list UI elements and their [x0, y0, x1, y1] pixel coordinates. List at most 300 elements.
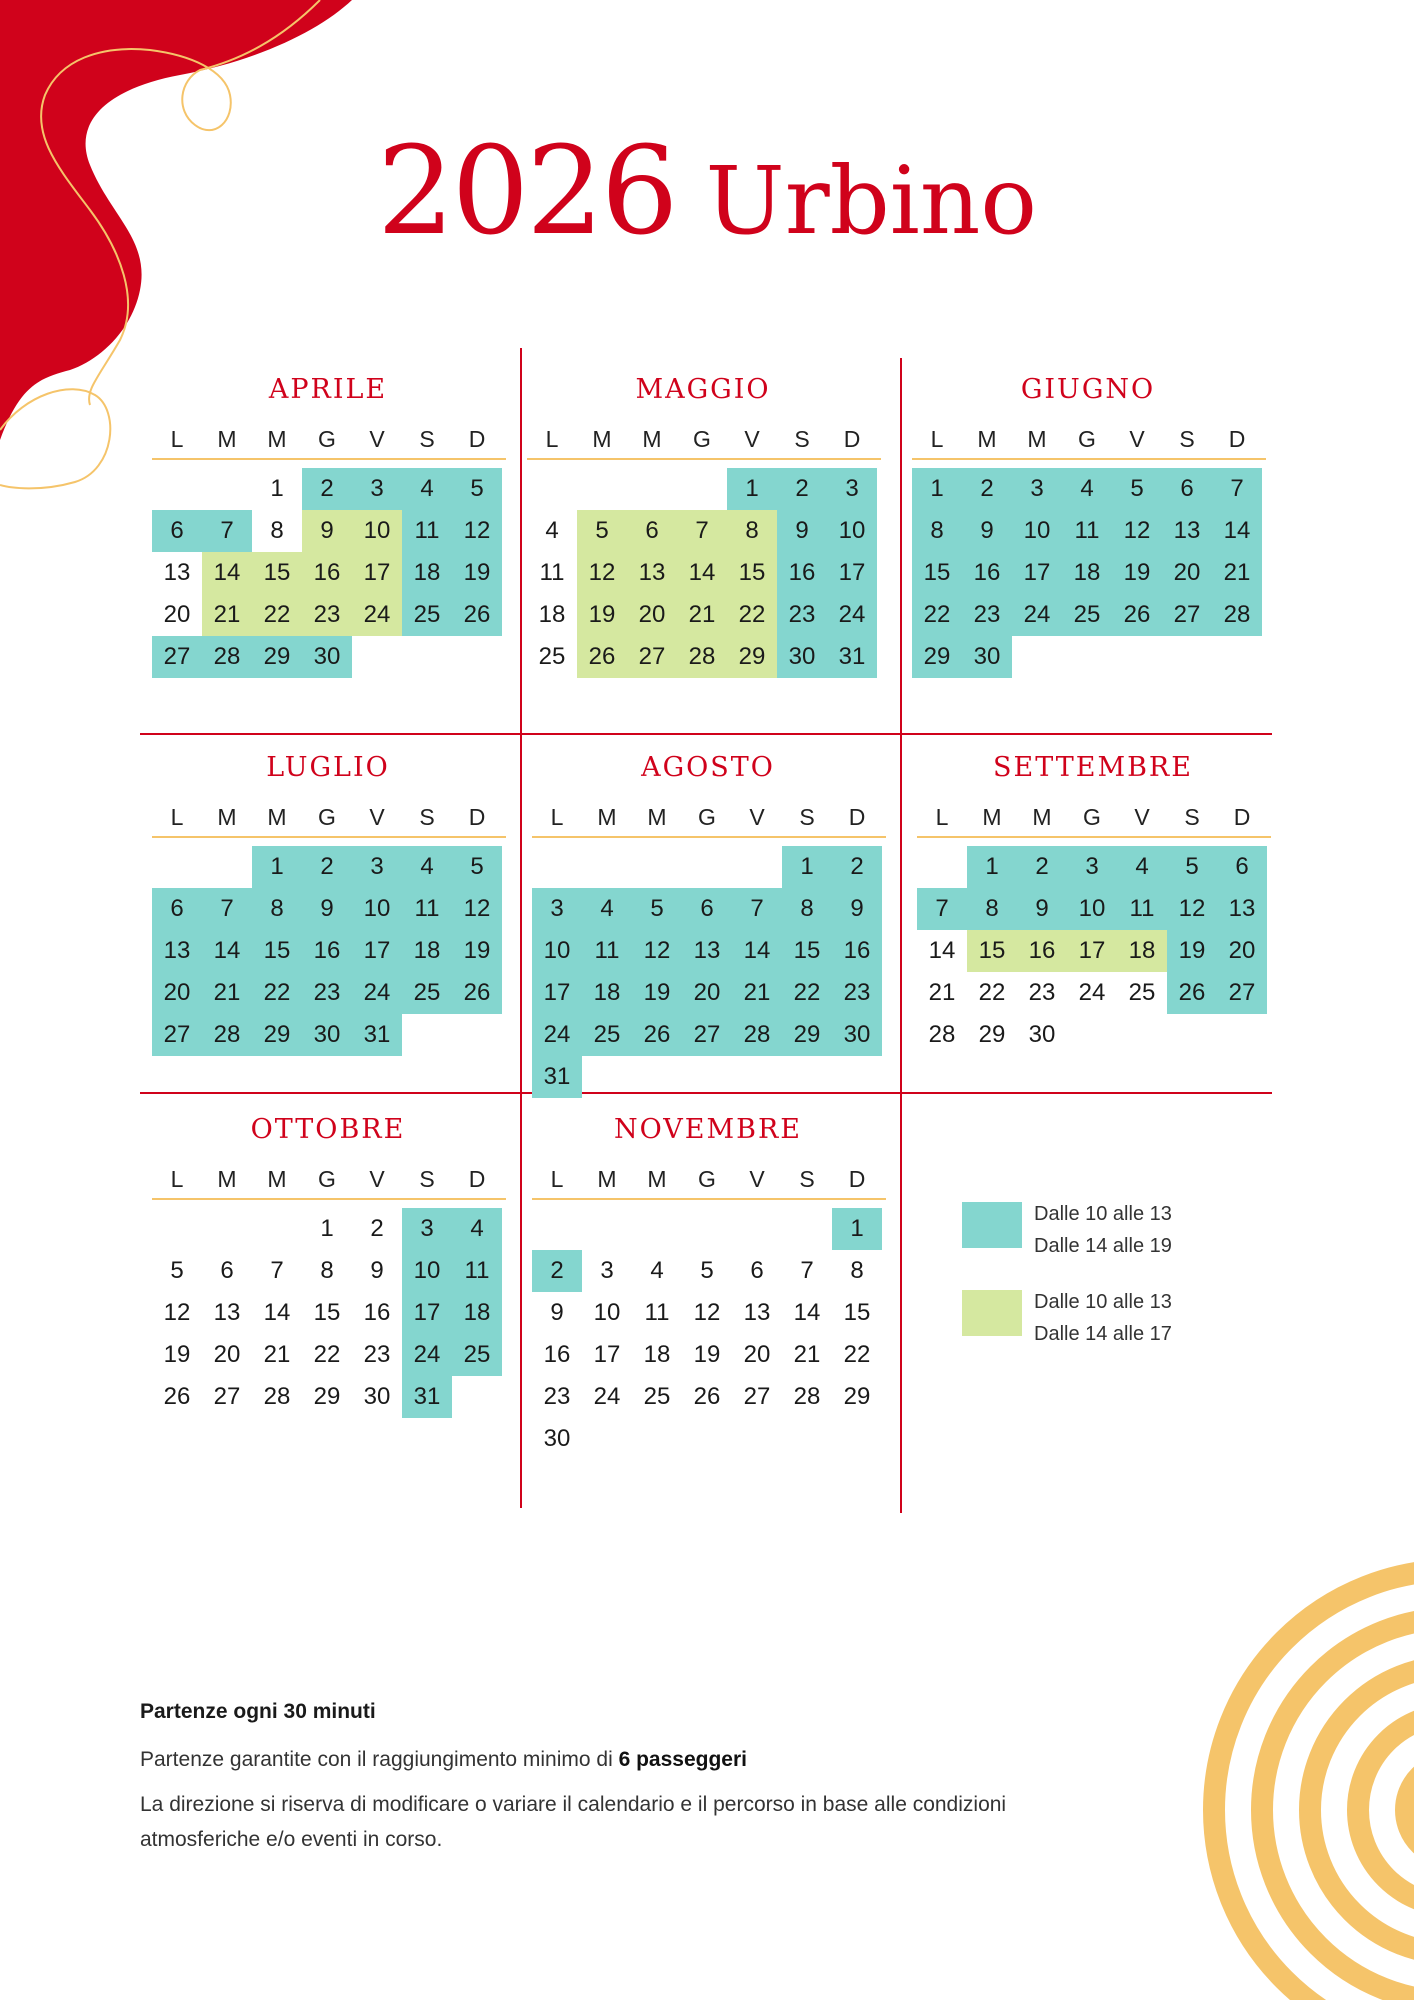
weekday-label: L [170, 1166, 184, 1192]
day-cell: 4 [1117, 846, 1167, 888]
month-name: OTTOBRE [250, 1114, 406, 1145]
day-cell: 6 [750, 1257, 764, 1284]
day-cell: 26 [452, 594, 502, 636]
day-cell: 5 [700, 1257, 714, 1284]
day-cell: 20 [627, 594, 677, 636]
weekday-label: S [1184, 804, 1200, 830]
weekday-label: D [468, 804, 486, 830]
weekday-label: D [468, 426, 486, 452]
day-cell: 22 [313, 1341, 341, 1368]
day-cell: 31 [402, 1376, 452, 1418]
day-cell: 15 [252, 552, 302, 594]
day-cell: 16 [962, 552, 1012, 594]
day-cell: 12 [452, 888, 502, 930]
day-cell: 8 [782, 888, 832, 930]
legend [962, 1198, 1262, 1374]
weekday-header [917, 798, 1271, 838]
weekday-label: S [419, 804, 435, 830]
day-cell: 22 [727, 594, 777, 636]
empty-cell [527, 468, 577, 510]
day-cell: 8 [967, 888, 1017, 930]
day-cell: 30 [1028, 1021, 1056, 1048]
day-cell: 6 [220, 1257, 234, 1284]
day-cell: 8 [320, 1257, 334, 1284]
day-cell: 16 [302, 930, 352, 972]
empty-cell [682, 1208, 732, 1250]
day-cell: 5 [632, 888, 682, 930]
day-cell: 28 [263, 1383, 291, 1410]
day-cell: 11 [582, 930, 632, 972]
weekday-label: D [843, 426, 861, 452]
day-cell: 12 [632, 930, 682, 972]
day-cell: 10 [593, 1299, 621, 1326]
empty-cell [677, 468, 727, 510]
day-cell: 5 [1167, 846, 1217, 888]
day-cell: 19 [693, 1341, 721, 1368]
day-cell: 7 [677, 510, 727, 552]
month-maggio [527, 370, 879, 678]
day-cell: 22 [782, 972, 832, 1014]
empty-cell [152, 1208, 202, 1250]
weekday-label: V [749, 1166, 765, 1192]
day-cell: 23 [302, 594, 352, 636]
month-agosto [532, 748, 884, 1098]
divider-vertical-2 [900, 358, 902, 1513]
title-city: Urbino [705, 147, 1037, 256]
day-cell: 11 [539, 559, 565, 586]
day-cell: 16 [1017, 930, 1067, 972]
day-cell: 9 [370, 1257, 384, 1284]
day-cell: 22 [978, 979, 1006, 1006]
day-cell: 3 [1012, 468, 1062, 510]
day-cell: 28 [732, 1014, 782, 1056]
legend-item-green [962, 1286, 1262, 1350]
day-cell: 5 [170, 1257, 184, 1284]
divider-vertical-1 [520, 348, 522, 1508]
month-name: SETTEMBRE [993, 752, 1193, 783]
day-cell: 28 [1212, 594, 1262, 636]
weekday-label: L [550, 804, 564, 830]
weekday-label: D [1233, 804, 1251, 830]
day-grid [532, 846, 884, 1098]
legend-swatch-green [962, 1290, 1022, 1336]
legend-green-line1: Dalle 10 alle 13 [1034, 1291, 1172, 1313]
day-cell: 2 [302, 846, 352, 888]
month-name: APRILE [268, 374, 388, 405]
weekday-label: G [318, 804, 336, 830]
day-cell: 3 [600, 1257, 614, 1284]
day-cell: 9 [777, 510, 827, 552]
day-cell: 9 [962, 510, 1012, 552]
day-grid [152, 468, 504, 678]
day-cell: 17 [1012, 552, 1062, 594]
weekday-label: M [642, 426, 662, 452]
day-cell: 13 [152, 930, 202, 972]
day-cell: 20 [213, 1341, 241, 1368]
day-cell: 24 [593, 1383, 621, 1410]
day-cell: 19 [452, 552, 502, 594]
day-cell: 21 [677, 594, 727, 636]
day-grid [917, 846, 1269, 1056]
day-cell: 30 [302, 1014, 352, 1056]
day-cell: 9 [302, 510, 352, 552]
weekday-label: V [749, 804, 765, 830]
day-cell: 23 [832, 972, 882, 1014]
day-cell: 22 [252, 972, 302, 1014]
day-cell: 15 [782, 930, 832, 972]
day-cell: 7 [732, 888, 782, 930]
day-cell: 6 [1162, 468, 1212, 510]
day-cell: 13 [627, 552, 677, 594]
day-cell: 19 [1167, 930, 1217, 972]
weekday-label: V [369, 804, 385, 830]
day-cell: 25 [1128, 979, 1156, 1006]
weekday-label: S [419, 1166, 435, 1192]
day-cell: 15 [843, 1299, 871, 1326]
month-name: LUGLIO [266, 752, 390, 783]
day-cell: 13 [163, 559, 191, 586]
empty-cell [202, 1208, 252, 1250]
day-cell: 31 [532, 1056, 582, 1098]
day-grid [912, 468, 1264, 678]
weekday-header [152, 798, 506, 838]
weekday-label: V [369, 1166, 385, 1192]
day-cell: 27 [627, 636, 677, 678]
empty-cell [627, 468, 677, 510]
day-cell: 16 [832, 930, 882, 972]
day-cell: 4 [402, 846, 452, 888]
day-cell: 18 [402, 552, 452, 594]
day-cell: 8 [850, 1257, 864, 1284]
weekday-label: V [744, 426, 760, 452]
day-cell: 1 [782, 846, 832, 888]
weekday-label: S [799, 1166, 815, 1192]
day-cell: 24 [1078, 979, 1106, 1006]
weekday-label: D [468, 1166, 486, 1192]
day-cell: 21 [202, 594, 252, 636]
day-cell: 14 [793, 1299, 821, 1326]
weekday-label: G [318, 426, 336, 452]
day-cell: 26 [1167, 972, 1217, 1014]
day-cell: 10 [1067, 888, 1117, 930]
day-cell: 27 [1217, 972, 1267, 1014]
day-cell: 14 [732, 930, 782, 972]
day-cell: 16 [302, 552, 352, 594]
day-cell: 8 [270, 517, 284, 544]
day-cell: 13 [682, 930, 732, 972]
day-cell: 17 [352, 552, 402, 594]
month-giugno [912, 370, 1264, 678]
weekday-label: G [318, 1166, 336, 1192]
empty-cell [732, 1208, 782, 1250]
weekday-label: V [369, 426, 385, 452]
day-cell: 2 [1017, 846, 1067, 888]
month-aprile [152, 370, 504, 678]
day-cell: 9 [1017, 888, 1067, 930]
day-cell: 13 [1162, 510, 1212, 552]
day-cell: 25 [582, 1014, 632, 1056]
day-cell: 9 [302, 888, 352, 930]
weekday-label: G [1083, 804, 1101, 830]
day-cell: 25 [452, 1334, 502, 1376]
weekday-label: L [170, 426, 184, 452]
day-cell: 5 [577, 510, 627, 552]
day-cell: 1 [912, 468, 962, 510]
day-cell: 17 [532, 972, 582, 1014]
day-cell: 15 [912, 552, 962, 594]
month-name: MAGGIO [635, 374, 771, 405]
day-cell: 25 [538, 643, 566, 670]
day-cell: 14 [202, 552, 252, 594]
day-cell: 14 [928, 937, 956, 964]
weekday-label: D [848, 804, 866, 830]
day-cell: 27 [213, 1383, 241, 1410]
empty-cell [152, 846, 202, 888]
weekday-label: S [419, 426, 435, 452]
day-cell: 1 [832, 1208, 882, 1250]
day-cell: 21 [732, 972, 782, 1014]
month-luglio [152, 748, 504, 1056]
legend-teal-line1: Dalle 10 alle 13 [1034, 1203, 1172, 1225]
legend-swatch-teal [962, 1202, 1022, 1248]
empty-cell [202, 468, 252, 510]
day-cell: 3 [1067, 846, 1117, 888]
day-cell: 10 [532, 930, 582, 972]
day-cell: 18 [582, 972, 632, 1014]
month-name: AGOSTO [641, 752, 775, 783]
day-cell: 29 [782, 1014, 832, 1056]
day-cell: 8 [727, 510, 777, 552]
day-cell: 23 [543, 1383, 571, 1410]
day-cell: 20 [743, 1341, 771, 1368]
day-cell: 26 [693, 1383, 721, 1410]
day-cell: 18 [1117, 930, 1167, 972]
weekday-label: G [693, 426, 711, 452]
day-cell: 10 [352, 510, 402, 552]
day-cell: 4 [582, 888, 632, 930]
empty-cell [532, 1208, 582, 1250]
empty-cell [202, 846, 252, 888]
empty-cell [582, 846, 632, 888]
day-cell: 27 [1162, 594, 1212, 636]
weekday-label: M [597, 804, 617, 830]
weekday-label: M [1027, 426, 1047, 452]
month-ottobre [152, 1110, 504, 1418]
day-cell: 7 [917, 888, 967, 930]
day-cell: 25 [402, 594, 452, 636]
day-cell: 7 [202, 510, 252, 552]
day-cell: 3 [352, 468, 402, 510]
day-cell: 2 [832, 846, 882, 888]
day-cell: 13 [1217, 888, 1267, 930]
day-cell: 23 [363, 1341, 391, 1368]
day-cell: 26 [163, 1383, 191, 1410]
day-cell: 11 [402, 510, 452, 552]
day-cell: 4 [650, 1257, 664, 1284]
day-cell: 22 [843, 1341, 871, 1368]
weekday-label: G [1078, 426, 1096, 452]
weekday-header [532, 798, 886, 838]
day-cell: 24 [827, 594, 877, 636]
weekday-header [152, 420, 506, 460]
day-cell: 25 [1062, 594, 1112, 636]
day-cell: 14 [263, 1299, 291, 1326]
day-cell: 7 [270, 1257, 284, 1284]
day-cell: 26 [452, 972, 502, 1014]
weekday-label: M [267, 804, 287, 830]
day-cell: 9 [832, 888, 882, 930]
day-cell: 2 [962, 468, 1012, 510]
day-grid [532, 1208, 884, 1460]
day-grid [527, 468, 879, 678]
weekday-label: M [267, 426, 287, 452]
day-cell: 21 [202, 972, 252, 1014]
weekday-label: D [848, 1166, 866, 1192]
day-cell: 8 [912, 510, 962, 552]
day-grid [152, 1208, 504, 1418]
day-cell: 23 [962, 594, 1012, 636]
empty-cell [582, 1208, 632, 1250]
footer-info [140, 1700, 1140, 1857]
day-cell: 30 [962, 636, 1012, 678]
day-cell: 15 [252, 930, 302, 972]
day-cell: 24 [352, 594, 402, 636]
day-cell: 12 [1112, 510, 1162, 552]
day-cell: 5 [452, 846, 502, 888]
day-cell: 11 [1117, 888, 1167, 930]
day-cell: 11 [1062, 510, 1112, 552]
day-cell: 15 [727, 552, 777, 594]
day-cell: 10 [402, 1250, 452, 1292]
footer-guarantee-text: Partenze garantite con il raggiungimento minimo di [140, 1748, 619, 1771]
day-cell: 10 [1012, 510, 1062, 552]
day-cell: 19 [1112, 552, 1162, 594]
empty-cell [532, 846, 582, 888]
day-cell: 29 [252, 1014, 302, 1056]
weekday-label: L [930, 426, 944, 452]
day-cell: 23 [1028, 979, 1056, 1006]
day-cell: 24 [402, 1334, 452, 1376]
weekday-label: G [698, 1166, 716, 1192]
empty-cell [152, 468, 202, 510]
day-cell: 20 [163, 601, 191, 628]
weekday-label: V [1129, 426, 1145, 452]
month-settembre [917, 748, 1269, 1056]
day-cell: 11 [402, 888, 452, 930]
weekday-header [912, 420, 1266, 460]
weekday-label: S [794, 426, 810, 452]
weekday-label: L [170, 804, 184, 830]
day-cell: 1 [252, 846, 302, 888]
month-novembre [532, 1110, 884, 1460]
day-cell: 20 [1162, 552, 1212, 594]
day-cell: 6 [682, 888, 732, 930]
empty-cell [917, 846, 967, 888]
day-cell: 10 [827, 510, 877, 552]
day-cell: 19 [452, 930, 502, 972]
day-cell: 17 [593, 1341, 621, 1368]
weekday-label: L [550, 1166, 564, 1192]
day-cell: 30 [543, 1425, 571, 1452]
weekday-label: S [799, 804, 815, 830]
day-cell: 18 [643, 1341, 671, 1368]
day-cell: 29 [978, 1021, 1006, 1048]
weekday-label: M [267, 1166, 287, 1192]
day-cell: 4 [1062, 468, 1112, 510]
day-cell: 17 [352, 930, 402, 972]
month-name: NOVEMBRE [613, 1114, 803, 1145]
day-cell: 24 [532, 1014, 582, 1056]
page-title [0, 120, 1414, 262]
empty-cell [632, 1208, 682, 1250]
empty-cell [577, 468, 627, 510]
footer-note: La direzione si riserva di modificare o variare il calendario e il percorso in base alle condizioni atmosferiche e/o eventi in corso. [140, 1793, 1007, 1851]
weekday-label: M [647, 804, 667, 830]
legend-item-teal [962, 1198, 1262, 1262]
day-cell: 21 [793, 1341, 821, 1368]
divider-horizontal-1 [140, 733, 1272, 735]
day-cell: 4 [402, 468, 452, 510]
day-cell: 12 [163, 1299, 191, 1326]
day-cell: 30 [832, 1014, 882, 1056]
day-cell: 17 [827, 552, 877, 594]
weekday-header [527, 420, 881, 460]
day-cell: 25 [402, 972, 452, 1014]
weekday-header [532, 1160, 886, 1200]
day-cell: 16 [543, 1341, 571, 1368]
weekday-label: M [217, 1166, 237, 1192]
day-cell: 28 [928, 1021, 956, 1048]
day-cell: 16 [777, 552, 827, 594]
empty-cell [732, 846, 782, 888]
weekday-label: G [698, 804, 716, 830]
day-cell: 30 [302, 636, 352, 678]
day-cell: 3 [827, 468, 877, 510]
day-cell: 28 [202, 1014, 252, 1056]
yellow-rings-decoration [1154, 1480, 1414, 2000]
day-cell: 30 [363, 1383, 391, 1410]
day-cell: 25 [643, 1383, 671, 1410]
day-cell: 29 [843, 1383, 871, 1410]
day-cell: 17 [402, 1292, 452, 1334]
day-cell: 1 [967, 846, 1017, 888]
day-cell: 4 [545, 517, 559, 544]
day-cell: 28 [677, 636, 727, 678]
day-cell: 2 [370, 1215, 384, 1242]
day-cell: 29 [912, 636, 962, 678]
day-cell: 6 [152, 888, 202, 930]
day-cell: 26 [632, 1014, 682, 1056]
day-cell: 19 [163, 1341, 191, 1368]
weekday-label: M [647, 1166, 667, 1192]
day-cell: 5 [1112, 468, 1162, 510]
day-cell: 5 [452, 468, 502, 510]
day-cell: 2 [532, 1250, 582, 1292]
legend-green-line2: Dalle 14 alle 17 [1034, 1323, 1172, 1345]
day-cell: 10 [352, 888, 402, 930]
day-cell: 26 [1112, 594, 1162, 636]
day-cell: 18 [538, 601, 566, 628]
day-cell: 6 [1217, 846, 1267, 888]
weekday-label: M [982, 804, 1002, 830]
day-cell: 6 [152, 510, 202, 552]
day-cell: 20 [682, 972, 732, 1014]
day-cell: 7 [1212, 468, 1262, 510]
day-cell: 21 [928, 979, 956, 1006]
day-cell: 11 [644, 1299, 670, 1326]
empty-cell [782, 1208, 832, 1250]
day-cell: 30 [777, 636, 827, 678]
